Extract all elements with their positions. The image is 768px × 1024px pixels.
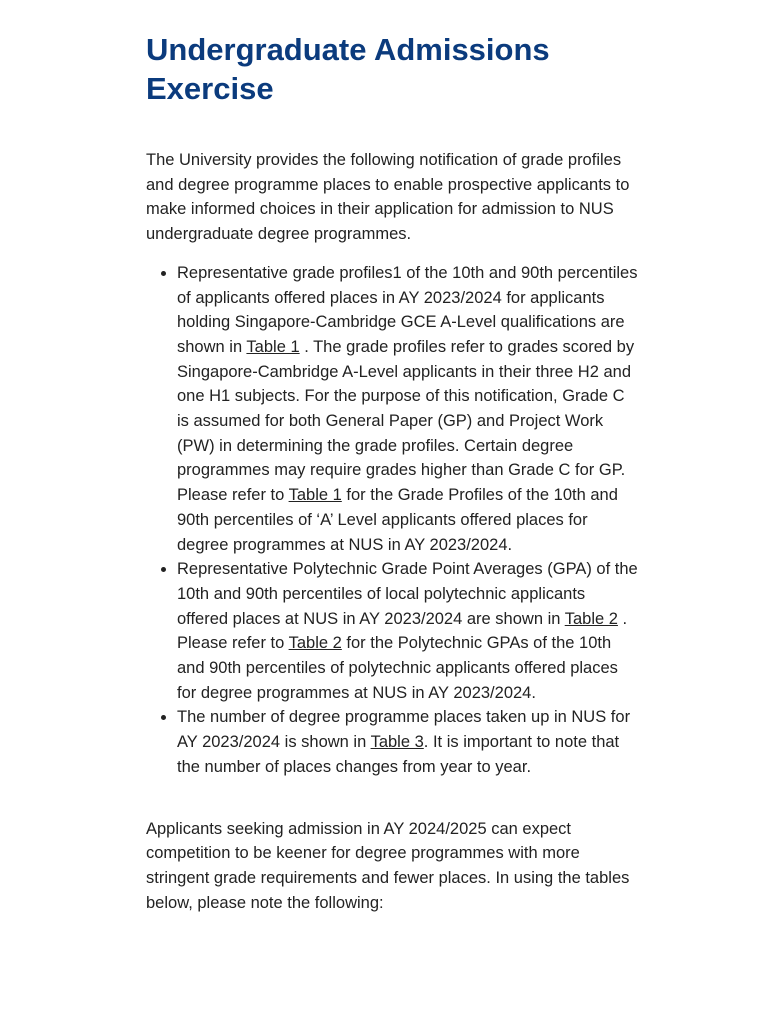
list-item-text: The number of degree programme places taken up in NUS for AY 2023/2024 is shown in	[177, 708, 631, 752]
list-item	[177, 261, 638, 557]
page-title: Undergraduate Admissions Exercise	[146, 32, 550, 106]
list-item-text: . It is important to note that the number of places changes from year to year.	[177, 733, 620, 776]
list-item-text: Representative Polytechnic Grade Point Averages (GPA) of the 10th and 90th percentiles of local polytechnic applicants offered places at NUS in AY 2023/2024 are shown in	[177, 560, 638, 628]
list-item-text: for the Grade Profiles of the 10th and 90th percentiles of ‘A’ Level applicants offered places for degree programmes at NUS in AY 2023/2024.	[177, 486, 618, 554]
list-item-text: Representative grade profiles1 of the 10th and 90th percentiles of applicants offered places in AY 2023/2024 for applicants holding Singapore-Cambridge GCE A-Level qualifications are shown in	[177, 263, 638, 356]
list-item	[177, 705, 638, 779]
table-2-link[interactable]: Table 2	[288, 634, 342, 653]
intro-paragraph: The University provides the following notification of grade profiles and degree programme places to enable prospective applicants to make informed choices in their application for admission to NUS undergraduate degree programmes.	[146, 151, 630, 244]
table-1-link[interactable]: Table 1	[246, 337, 300, 356]
list-item-text: . The grade profiles refer to grades scored by Singapore-Cambridge A-Level applicants in their three H2 and one H1 subjects. For the purpose of this notification, Grade C is assumed for both General Paper (GP) and Project Work (PW) in determining the grade profiles. Certain degree programmes may require grades higher than Grade C for GP. Please refer to	[177, 337, 635, 505]
list-item-text: . Please refer to	[177, 609, 628, 653]
list-item	[177, 557, 638, 705]
list-item-text: for the Polytechnic GPAs of the 10th and 90th percentiles of polytechnic applicants offered places for degree programmes at NUS in AY 2023/2024.	[177, 634, 618, 702]
outro-paragraph: Applicants seeking admission in AY 2024/2025 can expect competition to be keener for degree programmes with more stringent grade requirements and fewer places. In using the tables below, please note the following:	[146, 819, 630, 912]
article-content	[146, 30, 638, 915]
table-3-link[interactable]: Table 3	[370, 733, 424, 752]
table-1-link[interactable]: Table 1	[288, 486, 342, 505]
table-2-link[interactable]: Table 2	[564, 609, 618, 628]
info-list	[146, 261, 638, 780]
